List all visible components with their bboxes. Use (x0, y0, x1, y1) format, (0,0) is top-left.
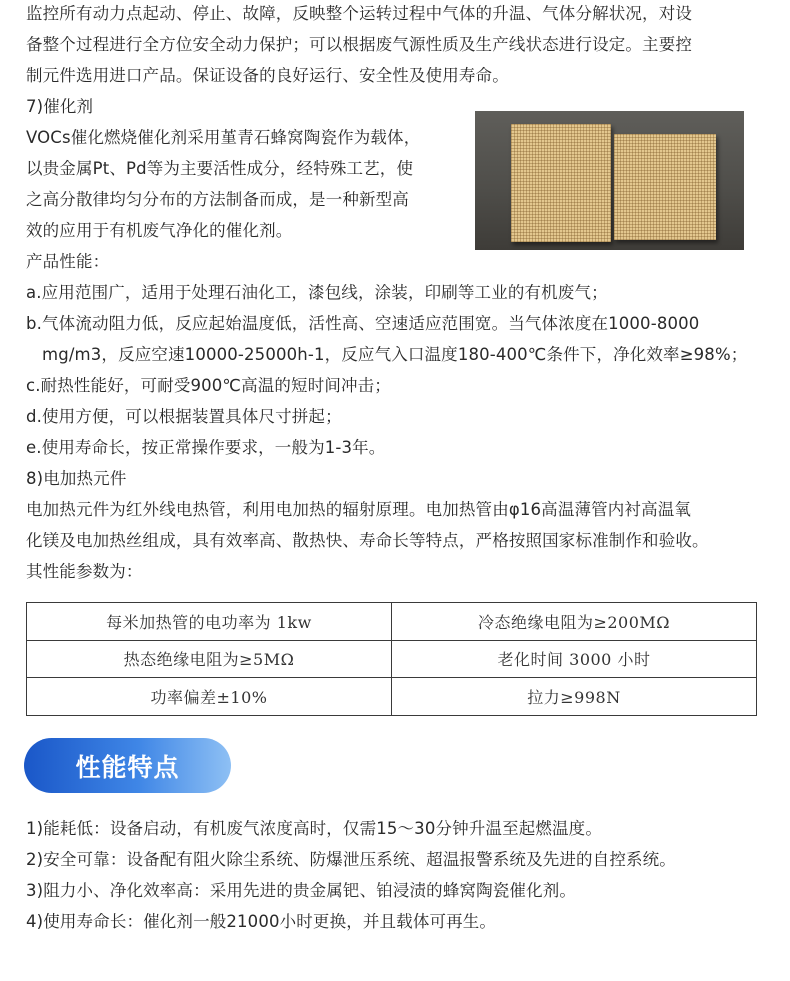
performance-heading: 产品性能： (26, 252, 110, 271)
table-cell: 冷态绝缘电阻为≥200MΩ (392, 603, 757, 641)
catalyst-heading: 7)催化剂 (26, 97, 94, 116)
intro-line: 备整个过程进行全方位安全动力保护；可以根据废气源性质及生产线状态进行设定。主要控 (26, 35, 692, 54)
feature-item: 2)安全可靠：设备配有阻火除尘系统、防爆泄压系统、超温报警系统及先进的自控系统。 (26, 850, 676, 869)
table-row (27, 678, 757, 716)
honeycomb-block (614, 134, 716, 240)
table-row (27, 640, 757, 678)
table-row (27, 603, 757, 641)
catalyst-desc-line: 以贵金属Pt、Pd等为主要活性成分，经特殊工艺，使 (26, 159, 414, 178)
performance-item: d.使用方便，可以根据装置具体尺寸拼起； (26, 407, 342, 426)
performance-item: b.气体流动阻力低，反应起始温度低，活性高、空速适应范围宽。当气体浓度在1000-8000 (26, 314, 700, 333)
table-cell: 拉力≥998N (392, 678, 757, 716)
heater-desc-line: 化镁及电加热丝组成，具有效率高、散热快、寿命长等特点，严格按照国家标准制作和验收。 (26, 531, 709, 550)
table-cell: 老化时间 3000 小时 (392, 640, 757, 678)
table-cell: 热态绝缘电阻为≥5MΩ (27, 640, 392, 678)
performance-item-continued: mg/m3，反应空速10000-25000h-1，反应气入口温度180-400℃条件下，净化效率≥98%； (42, 345, 748, 364)
heater-heading: 8)电加热元件 (26, 469, 127, 488)
heater-spec-table (26, 602, 757, 716)
performance-item: c.耐热性能好，可耐受900℃高温的短时间冲击； (26, 376, 391, 395)
performance-item: a.应用范围广，适用于处理石油化工，漆包线，涂装，印刷等工业的有机废气； (26, 283, 608, 302)
performance-item: e.使用寿命长，按正常操作要求，一般为1-3年。 (26, 438, 386, 457)
intro-line: 制元件选用进口产品。保证设备的良好运行、安全性及使用寿命。 (26, 66, 509, 85)
table-cell: 每米加热管的电功率为 1kw (27, 603, 392, 641)
honeycomb-block (511, 124, 611, 242)
heater-desc-line: 电加热元件为红外线电热管，利用电加热的辐射原理。电加热管由φ16高温薄管内衬高温氧 (26, 500, 692, 519)
catalyst-desc-line: 效的应用于有机废气净化的催化剂。 (26, 221, 293, 240)
catalyst-desc-line: 之高分散律均匀分布的方法制备而成，是一种新型高 (26, 190, 409, 209)
feature-item: 4)使用寿命长：催化剂一般21000小时更换，并且载体可再生。 (26, 912, 497, 931)
heater-desc-line: 其性能参数为： (26, 562, 143, 581)
catalyst-desc-line: VOCs催化燃烧催化剂采用堇青石蜂窝陶瓷作为载体， (26, 128, 421, 147)
feature-item: 1)能耗低：设备启动，有机废气浓度高时，仅需15～30分钟升温至起燃温度。 (26, 819, 602, 838)
features-title-badge: 性能特点 (24, 738, 231, 793)
intro-line: 监控所有动力点起动、停止、故障，反映整个运转过程中气体的升温、气体分解状况，对设 (26, 4, 692, 23)
honeycomb-catalyst-photo (475, 111, 744, 250)
table-cell: 功率偏差±10% (27, 678, 392, 716)
feature-item: 3)阻力小、净化效率高：采用先进的贵金属钯、铂浸渍的蜂窝陶瓷催化剂。 (26, 881, 577, 900)
